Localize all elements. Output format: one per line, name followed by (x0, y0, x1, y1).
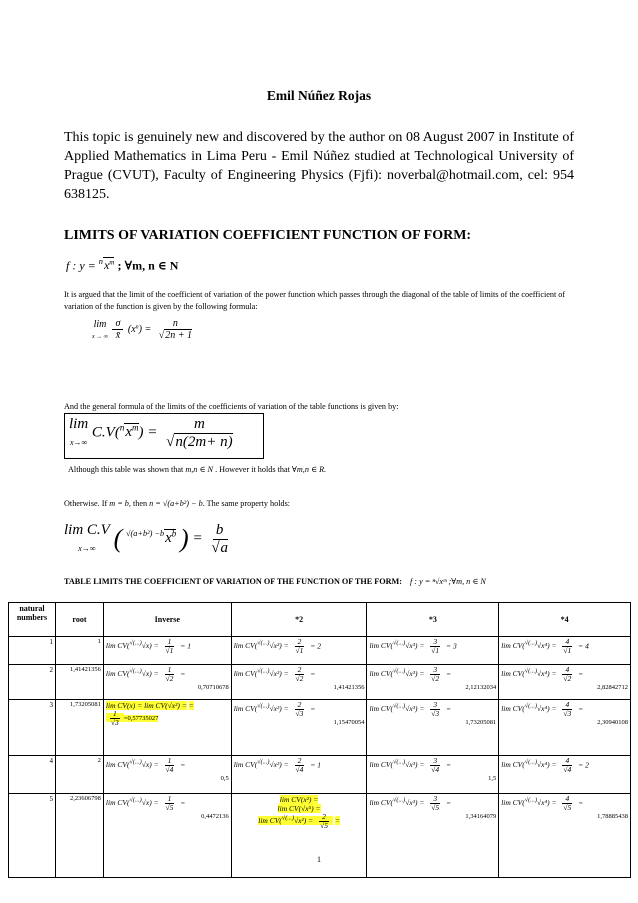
cell-times-3: lim CV(√(...)√x³) = $\frac{3}{√3}$ = 1,73205081 (367, 700, 499, 756)
cell-times-3: lim CV(√(...)√x³) = $\frac{3}{√4}$ = 1,5 (367, 756, 499, 794)
cell-times-2: lim CV(√(...)√x²) = $\frac{2}{√3}$ = 1,15470054 (231, 700, 367, 756)
header-natural-numbers: natural numbers (9, 603, 56, 637)
author-name: Emil Núñez Rojas (266, 88, 372, 103)
property-formula: lim C.V x→∞ ( $^{√(a+b^2) -b}x^b$ ) = $\frac{b}{√a}$ (64, 522, 229, 556)
general-formula: lim x→∞ $C.V(^nx^m)$ = $\frac{m}{√n(2m+ n)}$ (64, 413, 264, 459)
cell-times-3: lim CV(√(...)√x³) = $\frac{3}{√2}$ = 2,12132034 (367, 665, 499, 700)
table-row: 3 1,73205081 lim CV(x) = lim CV(√x²) = = $\frac{1}{√3}$ =0,57735027 lim CV(√(...)√x²) = $\frac{2}{√3}$ = 1,15470054 lim CV(√(...)√x³) = $\frac{3}{√3}$ = 1,73205081 lim CV(√(...)√x⁴) = $\frac{4}{√3}$ = 2,30940108 (9, 700, 631, 756)
header-times-3: *3 (367, 603, 499, 637)
table-header-row (9, 603, 631, 637)
table-row: 1 1 lim CV(√(...)√x) = $\frac{1}{√1}$ = 1 lim CV(√(...)√x²) = $\frac{2}{√1}$ = 2 lim CV(√(...)√x³) = $\frac{3}{√1}$ = 3 lim CV(√(...)√x⁴) = $\frac{4}{√1}$ = 4 (9, 637, 631, 665)
table-caption: TABLE LIMITS THE COEFFICIENT OF VARIATION OF THE FUNCTION OF THE FORM: f : y = ⁿ√xᵐ ;∀m, n ∈ N (64, 577, 486, 586)
limits-table (8, 602, 631, 878)
diagonal-formula: lim x → ∞ $\frac{\sigma}{x̄}$ $(x^n)$ = $\frac{n}{√2n + 1}$ (92, 318, 192, 341)
cell-inverse: lim CV(√(...)√x) = $\frac{1}{√1}$ = 1 (103, 637, 231, 665)
cell-times-2: lim CV(x²) = lim CV(√x⁵) = lim CV(√(...)√x²) = $\frac{2}{√5}$ = (231, 794, 367, 878)
cell-times-4: lim CV(√(...)√x⁴) = $\frac{4}{√4}$ = 2 (499, 756, 631, 794)
cell-inverse: lim CV(x) = lim CV(√x²) = = $\frac{1}{√3}$ =0,57735027 (103, 700, 231, 756)
cell-times-4: lim CV(√(...)√x⁴) = $\frac{4}{√2}$ = 2,82842712 (499, 665, 631, 700)
cell-times-3: lim CV(√(...)√x³) = $\frac{3}{√5}$ = 1,34164079 (367, 794, 499, 878)
cell-inverse: lim CV(√(...)√x) = $\frac{1}{√4}$ = 0,5 (103, 756, 231, 794)
cell-times-4: lim CV(√(...)√x⁴) = $\frac{4}{√1}$ = 4 (499, 637, 631, 665)
paragraph-diagonal: It is argued that the limit of the coefficient of variation of the power function which passes through the diagonal of the table of limits of the coefficient of variation of the function is given by the following formula: (64, 290, 566, 311)
cell-times-4: lim CV(√(...)√x⁴) = $\frac{4}{√3}$ = 2,30940108 (499, 700, 631, 756)
paragraph-reals: Although this table was shown that m,n ∈ N . However it holds that ∀m,n ∈ R. (68, 465, 327, 474)
header-inverse: Inverse (103, 603, 231, 637)
cell-times-2: lim CV(√(...)√x²) = $\frac{2}{√1}$ = 2 (231, 637, 367, 665)
paragraph-otherwise: Otherwise. If m = b, then n = √(a+b²) − b. The same property holds: (64, 499, 291, 508)
header-times-2: *2 (231, 603, 367, 637)
table-row: 4 2 lim CV(√(...)√x) = $\frac{1}{√4}$ = 0,5 lim CV(√(...)√x²) = $\frac{2}{√4}$ = 1 lim CV(√(...)√x³) = $\frac{3}{√4}$ = 1,5 lim CV(√(...)√x⁴) = $\frac{4}{√4}$ = 2 (9, 756, 631, 794)
header-times-4: *4 (499, 603, 631, 637)
paragraph-general: And the general formula of the limits of the coefficients of variation of the table functions is given by: (64, 402, 399, 411)
cell-times-3: lim CV(√(...)√x³) = $\frac{3}{√1}$ = 3 (367, 637, 499, 665)
page-number: 1 (317, 855, 321, 864)
cell-inverse: lim CV(√(...)√x) = $\frac{1}{√5}$ = 0,4472136 (103, 794, 231, 878)
intro-paragraph: This topic is genuinely new and discovered by the author on 08 August 2007 in Institute of Applied Mathematics in Lima Peru - Emil Núñez studied at Technological University of Prague (CVUT), Faculty of Engineering Physics (Fjfi): noverbal@hotmail.com, cel: 954 638125. (64, 130, 574, 202)
cell-inverse: lim CV(√(...)√x) = $\frac{1}{√2}$ = 0,70710678 (103, 665, 231, 700)
cell-times-2: lim CV(√(...)√x²) = $\frac{2}{√4}$ = 1 (231, 756, 367, 794)
table-row: 2 1,41421356 lim CV(√(...)√x) = $\frac{1}{√2}$ = 0,70710678 lim CV(√(...)√x²) = $\frac{2}{√2}$ = 1,41421356 lim CV(√(...)√x³) = $\frac{3}{√2}$ = 2,12132034 lim CV(√(...)√x⁴) = $\frac{4}{√2}$ = 2,82842712 (9, 665, 631, 700)
header-root: root (55, 603, 103, 637)
form-formula: f : $y = ^nx^m$ ; ∀m, n ∈ N (66, 257, 179, 273)
cell-times-4: lim CV(√(...)√x⁴) = $\frac{4}{√5}$ = 1,78885438 (499, 794, 631, 878)
section-heading: LIMITS OF VARIATION COEFFICIENT FUNCTION OF FORM: (64, 228, 472, 243)
cell-times-2: lim CV(√(...)√x²) = $\frac{2}{√2}$ = 1,41421356 (231, 665, 367, 700)
table-row: 5 2,23606798 lim CV(√(...)√x) = $\frac{1}{√5}$ = 0,4472136 lim CV(x²) = lim CV(√x⁵) = lim CV(√(...)√x²) = $\frac{2}{√5}$ = lim CV(√(...)√x³) = $\frac{3}{√5}$ = 1,34164079 lim CV(√(...)√x⁴) = $\frac{4}{√5}$ = 1,78885438 (9, 794, 631, 878)
